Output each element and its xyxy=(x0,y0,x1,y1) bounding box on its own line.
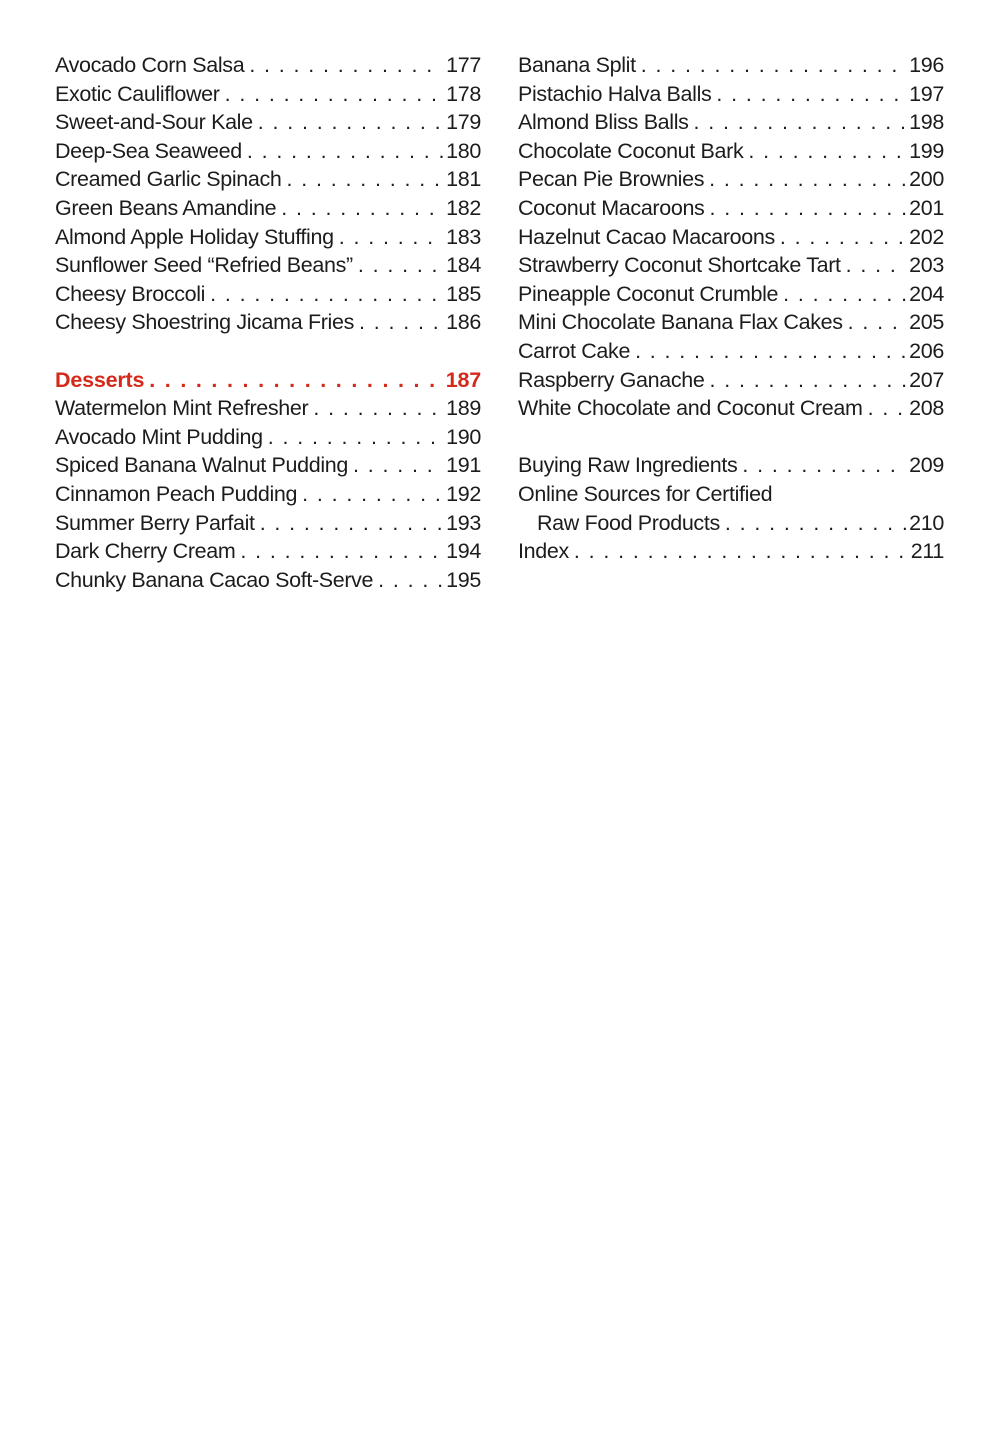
toc-entry[interactable] xyxy=(55,137,481,166)
dot-leader xyxy=(846,251,907,280)
dot-leader xyxy=(748,137,906,166)
toc-entry-page: 210 xyxy=(909,510,944,535)
toc-entry-page: 211 xyxy=(910,539,944,564)
toc-entry[interactable] xyxy=(55,537,481,566)
dot-leader xyxy=(709,165,906,194)
dot-leader xyxy=(210,280,443,309)
dot-leader xyxy=(574,537,908,566)
toc-entry[interactable] xyxy=(518,137,944,166)
toc-entry[interactable] xyxy=(518,223,944,252)
toc-entry-page: 207 xyxy=(909,367,944,392)
toc-entry-title: Hazelnut Cacao Macaroons xyxy=(518,224,775,249)
toc-entry[interactable] xyxy=(55,223,481,252)
toc-entry-title: Pineapple Coconut Crumble xyxy=(518,281,779,306)
toc-entry-page: 191 xyxy=(446,453,481,478)
toc-entry-title: Raspberry Ganache xyxy=(518,367,705,392)
dot-leader xyxy=(868,394,907,423)
dot-leader xyxy=(716,80,906,109)
section-title: Desserts xyxy=(55,367,145,392)
dot-leader xyxy=(353,451,443,480)
dot-leader xyxy=(742,451,906,480)
dot-leader xyxy=(641,51,906,80)
toc-entry-page: 199 xyxy=(909,138,944,163)
toc-entry-title: Exotic Cauliflower xyxy=(55,81,220,106)
toc-right-column xyxy=(518,51,944,566)
toc-entry[interactable] xyxy=(518,308,944,337)
toc-entry-multiline-first[interactable] xyxy=(518,480,944,509)
toc-entry-page: 198 xyxy=(909,110,944,135)
dot-leader xyxy=(249,51,443,80)
toc-entry-title: Dark Cherry Cream xyxy=(55,539,236,564)
toc-entry-page: 196 xyxy=(909,53,944,77)
toc-entry-title: White Chocolate and Coconut Cream xyxy=(518,396,863,421)
toc-entry-title: Buying Raw Ingredients xyxy=(518,453,738,478)
toc-entry-page: 204 xyxy=(909,281,944,306)
toc-entry-title: Online Sources for Certified xyxy=(518,481,773,506)
toc-entry-title: Avocado Corn Salsa xyxy=(55,53,245,77)
dot-leader xyxy=(281,194,443,223)
toc-entry-page: 179 xyxy=(446,110,481,135)
dot-leader xyxy=(358,251,443,280)
toc-entry[interactable] xyxy=(518,108,944,137)
dot-leader xyxy=(780,223,906,252)
dot-leader xyxy=(635,337,906,366)
toc-entry-page: 203 xyxy=(909,253,944,278)
section-spacer xyxy=(518,423,944,452)
toc-entry-page: 189 xyxy=(446,396,481,421)
toc-entry[interactable] xyxy=(518,165,944,194)
toc-entry-title: Almond Apple Holiday Stuffing xyxy=(55,224,334,249)
toc-entry-title: Pecan Pie Brownies xyxy=(518,167,705,192)
toc-entry-title: Cheesy Shoestring Jicama Fries xyxy=(55,310,354,335)
dot-leader xyxy=(783,280,906,309)
toc-entry-title: Banana Split xyxy=(518,53,636,77)
toc-entry-page: 177 xyxy=(446,53,481,77)
dot-leader xyxy=(378,566,443,595)
toc-entry[interactable] xyxy=(518,280,944,309)
toc-entry[interactable] xyxy=(55,280,481,309)
toc-entry-page: 184 xyxy=(446,253,481,278)
toc-entry-page: 185 xyxy=(446,281,481,306)
toc-entry[interactable] xyxy=(55,165,481,194)
toc-entry[interactable] xyxy=(518,51,944,80)
toc-entry-title: Mini Chocolate Banana Flax Cakes xyxy=(518,310,843,335)
dot-leader xyxy=(848,308,907,337)
dot-leader xyxy=(313,394,443,423)
dot-leader xyxy=(268,423,443,452)
toc-entry-multiline-cont[interactable] xyxy=(518,509,944,538)
toc-section-desserts[interactable] xyxy=(55,366,481,395)
dot-leader xyxy=(225,80,444,109)
toc-entry-page: 209 xyxy=(909,453,944,478)
toc-entry[interactable] xyxy=(55,423,481,452)
toc-entry-title: Sunflower Seed “Refried Beans” xyxy=(55,253,353,278)
dot-leader xyxy=(302,480,443,509)
toc-entry-title: Carrot Cake xyxy=(518,338,631,363)
toc-entry[interactable] xyxy=(55,108,481,137)
toc-entry[interactable] xyxy=(518,366,944,395)
toc-entry-page: 180 xyxy=(446,138,481,163)
dot-leader xyxy=(258,108,443,137)
dot-leader xyxy=(339,223,443,252)
toc-entry-title: Sweet-and-Sour Kale xyxy=(55,110,253,135)
toc-entry[interactable] xyxy=(55,51,481,80)
toc-entry[interactable] xyxy=(55,80,481,109)
toc-entry-title: Coconut Macaroons xyxy=(518,195,705,220)
toc-entry-title: Strawberry Coconut Shortcake Tart xyxy=(518,253,841,278)
toc-entry[interactable] xyxy=(55,251,481,280)
section-spacer xyxy=(55,337,481,366)
toc-entry-page: 186 xyxy=(446,310,481,335)
toc-entry-page: 208 xyxy=(909,396,944,421)
toc-entry[interactable] xyxy=(518,251,944,280)
dot-leader xyxy=(725,509,906,538)
toc-entry-page: 192 xyxy=(446,481,481,506)
toc-entry[interactable] xyxy=(55,394,481,423)
toc-entry-page: 197 xyxy=(909,81,944,106)
toc-entry-title: Deep-Sea Seaweed xyxy=(55,138,242,163)
toc-entry-title: Green Beans Amandine xyxy=(55,195,277,220)
toc-entry[interactable] xyxy=(518,394,944,423)
dot-leader xyxy=(694,108,907,137)
section-page: 187 xyxy=(445,367,481,392)
toc-entry-page: 194 xyxy=(446,539,481,564)
toc-entry-page: 182 xyxy=(446,195,481,220)
toc-entry[interactable] xyxy=(55,566,481,595)
toc-entry-page: 193 xyxy=(446,510,481,535)
dot-leader xyxy=(240,537,443,566)
toc-entry-title: Spiced Banana Walnut Pudding xyxy=(55,453,349,478)
toc-entry[interactable] xyxy=(518,80,944,109)
toc-entry-page: 178 xyxy=(446,81,481,106)
toc-entry[interactable] xyxy=(55,451,481,480)
dot-leader xyxy=(709,366,906,395)
toc-entry[interactable] xyxy=(518,451,944,480)
toc-entry-title: Chunky Banana Cacao Soft-Serve xyxy=(55,567,374,592)
dot-leader xyxy=(359,308,443,337)
toc-entry-title: Watermelon Mint Refresher xyxy=(55,396,309,421)
toc-entry-title: Summer Berry Parfait xyxy=(55,510,255,535)
toc-entry-title: Cheesy Broccoli xyxy=(55,281,206,306)
toc-entry-title: Creamed Garlic Spinach xyxy=(55,167,282,192)
dot-leader xyxy=(247,137,443,166)
toc-entry[interactable] xyxy=(55,480,481,509)
toc-entry-page: 190 xyxy=(446,424,481,449)
toc-entry-page: 183 xyxy=(446,224,481,249)
toc-entry-title: Almond Bliss Balls xyxy=(518,110,689,135)
toc-entry-page: 206 xyxy=(909,338,944,363)
toc-entry-title-cont: Raw Food Products xyxy=(537,510,720,535)
toc-entry[interactable] xyxy=(55,509,481,538)
toc-entry[interactable] xyxy=(55,308,481,337)
toc-entry[interactable] xyxy=(518,194,944,223)
toc-entry-page: 195 xyxy=(446,567,481,592)
dot-leader xyxy=(709,194,906,223)
toc-entry-title: Index xyxy=(518,539,569,564)
toc-entry-title: Pistachio Halva Balls xyxy=(518,81,712,106)
toc-entry[interactable] xyxy=(55,194,481,223)
toc-entry[interactable] xyxy=(518,537,944,566)
toc-entry-page: 201 xyxy=(909,195,944,220)
toc-entry-page: 205 xyxy=(909,310,944,335)
toc-entry-title: Avocado Mint Pudding xyxy=(55,424,263,449)
toc-entry-title: Cinnamon Peach Pudding xyxy=(55,481,298,506)
toc-entry-page: 200 xyxy=(909,167,944,192)
toc-left-column xyxy=(55,51,481,594)
toc-entry-page: 202 xyxy=(909,224,944,249)
dot-leader xyxy=(287,165,444,194)
toc-entry-title: Chocolate Coconut Bark xyxy=(518,138,744,163)
dot-leader xyxy=(149,366,442,395)
dot-leader xyxy=(260,509,443,538)
toc-entry[interactable] xyxy=(518,337,944,366)
toc-entry-page: 181 xyxy=(446,167,481,192)
